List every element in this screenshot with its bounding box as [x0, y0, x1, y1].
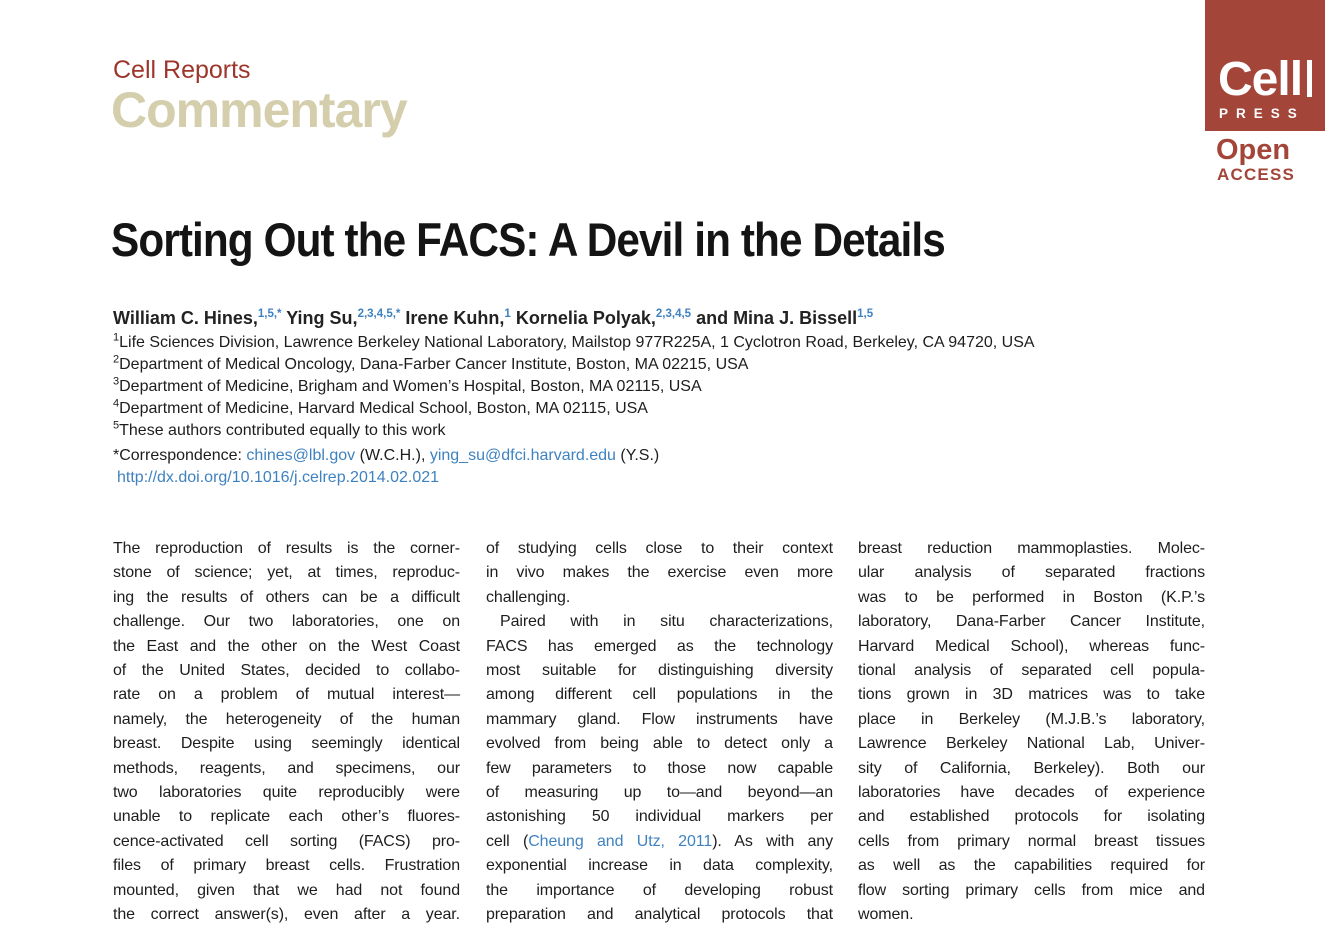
body-text-line: rate on a problem of mutual interest—	[113, 686, 460, 704]
affiliation-line: $^3$Department of Medicine, Brigham and Women’s Hospital, Boston, MA 02115, USA	[113, 375, 702, 395]
cell-press-logo	[1205, 0, 1325, 131]
body-text-line: two laboratories quite reproducibly were	[113, 784, 460, 802]
correspondence-label: *Correspondence:	[113, 447, 247, 464]
citation-link[interactable]: Cheung and Utz, 2011	[528, 832, 713, 850]
affiliation-sup: 1	[113, 331, 120, 344]
body-text-line: as well as the capabilities required for	[858, 857, 1205, 875]
body-text-line: and established protocols for isolating	[858, 808, 1205, 826]
body-text-line: most suitable for distinguishing diversity	[486, 662, 833, 680]
body-text-line: cells from primary normal breast tissues	[858, 832, 1205, 850]
affiliation-sup: 2	[113, 353, 120, 366]
affiliation-line: $^5$These authors contributed equally to this work	[113, 419, 446, 439]
affiliation-line: $^2$Department of Medical Oncology, Dana-Farber Cancer Institute, Boston, MA 02215, USA	[113, 353, 749, 373]
author-affiliation-sup: 2,3,4,5,*	[357, 308, 401, 320]
affiliation-sup: 3	[113, 375, 120, 388]
author-name: Irene Kuhn,	[400, 308, 505, 328]
body-text-line: methods, reagents, and specimens, our	[113, 759, 460, 777]
open-access-open-label: Open	[1216, 134, 1291, 166]
email-link-wch[interactable]: chines@lbl.gov	[246, 447, 356, 464]
author-name: Ying Su,	[281, 308, 358, 328]
body-text-line: The reproduction of results is the corner-	[113, 540, 460, 557]
body-text-line: challenge. Our two laboratories, one on	[113, 613, 460, 631]
body-text-line: women.	[858, 906, 914, 924]
body-text-line: preparation and analytical protocols that	[486, 906, 833, 924]
author-affiliation-sup: 1	[504, 308, 511, 320]
body-text-line: Lawrence Berkeley National Lab, Univer-	[858, 735, 1205, 753]
body-text-line: few parameters to those now capable	[486, 759, 833, 777]
journal-name: Cell Reports	[113, 56, 251, 84]
email-link-ys[interactable]: ying_su@dfci.harvard.edu	[429, 447, 616, 464]
body-text-line: ular analysis of separated fractions	[858, 564, 1205, 582]
article-title: Sorting Out the FACS: A Devil in the Details	[111, 213, 945, 266]
body-text-line: of the United States, decided to collabo-	[113, 662, 460, 680]
author-affiliation-sup: 2,3,4,5	[655, 308, 692, 320]
body-text-line: breast. Despite using seemingly identical	[113, 735, 460, 753]
body-text-line: namely, the heterogeneity of the human	[113, 710, 460, 728]
body-text-line: of measuring up to—and beyond—an	[486, 784, 833, 802]
body-text-line: mammary gland. Flow instruments have	[486, 710, 833, 728]
author-name: and Mina J. Bissell	[691, 308, 858, 328]
author-line	[113, 307, 873, 329]
body-text-line: exponential increase in data complexity,	[486, 857, 833, 875]
body-text-line: laboratory, Dana-Farber Cancer Institute,	[858, 613, 1205, 631]
open-access-access-label: ACCESS	[1217, 165, 1296, 184]
body-text-line: in vivo makes the exercise even more	[486, 564, 833, 582]
correspondence-mid: (W.C.H.),	[355, 447, 430, 464]
author-affiliation-sup: 1,5	[857, 308, 874, 320]
affiliation-sup: 4	[113, 397, 120, 410]
body-text-line: tional analysis of separated cell popula-	[858, 662, 1205, 680]
body-column-2	[486, 537, 833, 927]
body-text-line: ing the results of others can be a difficult	[113, 588, 460, 606]
body-text-line: Harvard Medical School), whereas func-	[858, 637, 1205, 655]
body-text-line: FACS has emerged as the technology	[486, 637, 833, 655]
body-text-line: astonishing 50 individual markers per	[486, 808, 833, 826]
body-text-line: breast reduction mammoplasties. Molec-	[858, 540, 1205, 557]
correspondence-line	[113, 445, 659, 467]
body-text-line: among different cell populations in the	[486, 686, 833, 704]
author-affiliation-sup: 1,5,*	[257, 308, 282, 320]
body-text-line: the importance of developing robust	[486, 881, 833, 899]
article-type-label: Commentary	[111, 82, 407, 138]
affiliations-block	[113, 332, 1035, 442]
cell-wordmark-text: Cell	[1218, 53, 1303, 106]
press-label: PRESS	[1219, 106, 1305, 121]
author-name: William C. Hines,	[113, 308, 258, 328]
body-text-line: mounted, given that we had not found	[113, 881, 460, 899]
body-text-line: laboratories have decades of experience	[858, 784, 1205, 802]
body-text-line: challenging.	[486, 588, 571, 606]
body-column-3	[858, 537, 1205, 927]
body-text-line: tions grown in 3D matrices was to take	[858, 686, 1205, 704]
body-text-line: flow sorting primary cells from mice and	[858, 881, 1205, 899]
cell-wordmark	[1218, 53, 1312, 106]
affiliation-line: $^4$Department of Medicine, Harvard Medical School, Boston, MA 02115, USA	[113, 397, 648, 417]
body-text-line: cence-activated cell sorting (FACS) pro-	[113, 832, 460, 850]
correspondence-suffix: (Y.S.)	[615, 447, 660, 464]
body-text-line: evolved from being able to detect only a	[486, 735, 833, 753]
body-text-line: was to be performed in Boston (K.P.’s	[858, 588, 1205, 606]
body-text-line: the correct answer(s), even after a year.	[113, 906, 460, 924]
body-text-line: unable to replicate each other’s fluores-	[113, 808, 460, 826]
body-text-line: of studying cells close to their context	[486, 540, 833, 557]
body-text-line: cell (Cheung and Utz, 2011). As with any	[486, 832, 833, 850]
body-text-line: Paired with in situ characterizations,	[500, 613, 833, 631]
logo-bar-icon	[1307, 60, 1312, 97]
author-name: Kornelia Polyak,	[510, 308, 656, 328]
affiliation-sup: 5	[113, 419, 120, 432]
body-text-line: place in Berkeley (M.J.B.’s laboratory,	[858, 710, 1205, 728]
doi-link[interactable]: http://dx.doi.org/10.1016/j.celrep.2014.02.021	[117, 469, 440, 486]
body-text-line: files of primary breast cells. Frustration	[113, 857, 460, 875]
body-text-line: stone of science; yet, at times, reproduc-	[113, 564, 460, 582]
doi-line	[117, 467, 439, 489]
body-text-line: sity of California, Berkeley). Both our	[858, 759, 1205, 777]
body-text-line: the East and the other on the West Coast	[113, 637, 460, 655]
affiliation-line: $^1$Life Sciences Division, Lawrence Berkeley National Laboratory, Mailstop 977R225A, 1 Cyclotron Road, Berkeley, CA 94720, USA	[113, 331, 1035, 351]
body-column-1	[113, 537, 460, 927]
